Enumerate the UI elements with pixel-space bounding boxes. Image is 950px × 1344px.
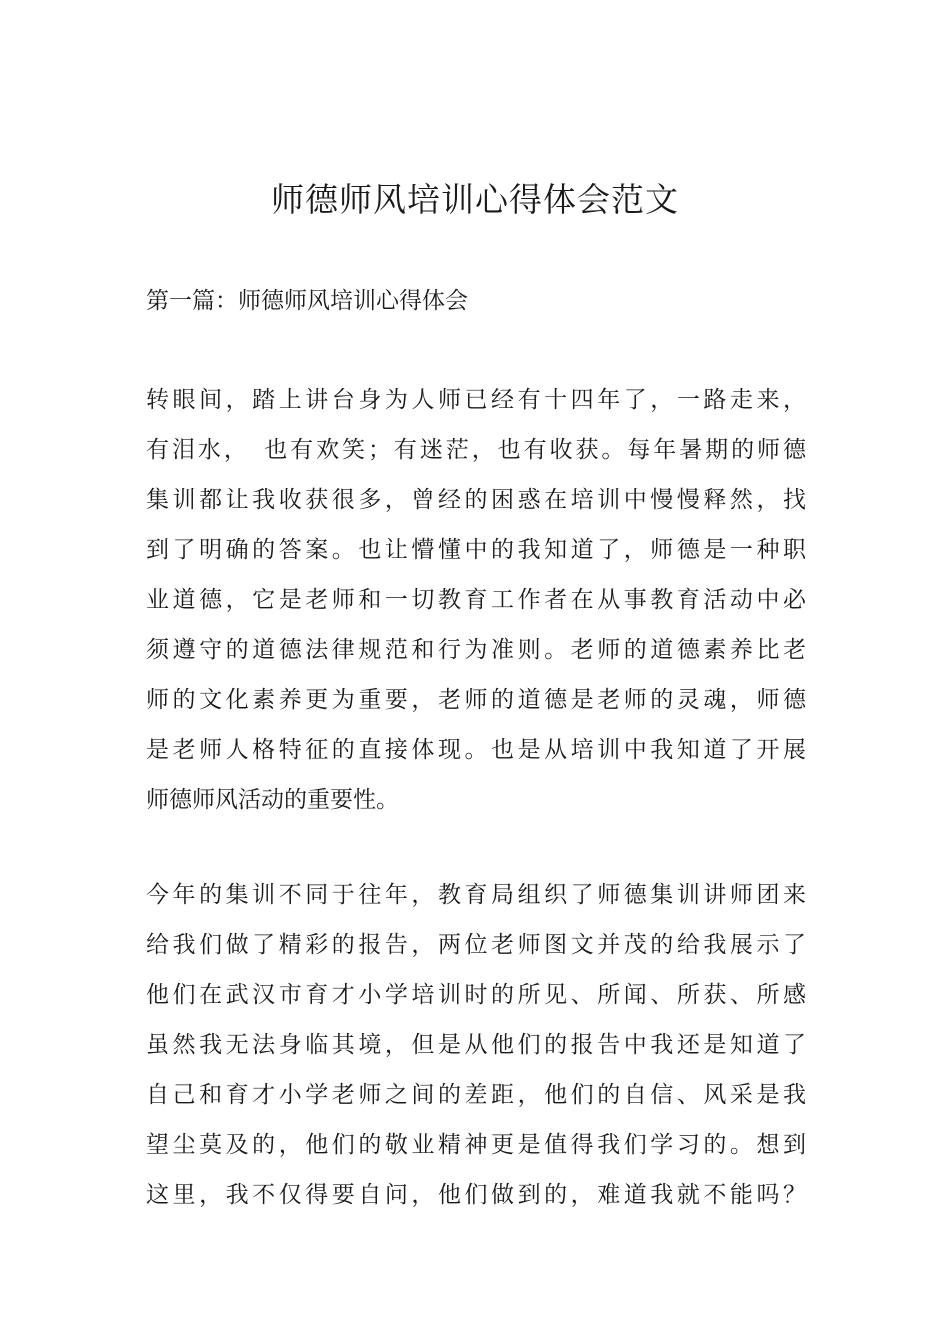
paragraph-line: 今年的集训不同于往年，教育局组织了师德集训讲师团来	[146, 882, 806, 908]
paragraph-line: 望尘莫及的，他们的敬业精神更是值得我们学习的。想到	[146, 1132, 806, 1158]
paragraph-line: 是老师人格特征的直接体现。也是从培训中我知道了开展	[146, 737, 806, 763]
paragraph-line: 自己和育才小学老师之间的差距，他们的自信、风采是我	[146, 1082, 806, 1108]
section-heading: 第一篇：师德师风培训心得体会	[146, 288, 468, 314]
paragraph-line: 这里，我不仅得要自问，他们做到的，难道我就不能吗？	[146, 1182, 806, 1208]
paragraph-2	[146, 870, 806, 1220]
paragraph-1	[146, 375, 806, 825]
paragraph-line: 虽然我无法身临其境，但是从他们的报告中我还是知道了	[146, 1032, 806, 1058]
paragraph-line: 有泪水， 也有欢笑；有迷茫，也有收获。每年暑期的师德	[146, 437, 806, 463]
paragraph-line: 师的文化素养更为重要，老师的道德是老师的灵魂，师德	[146, 687, 806, 713]
paragraph-line: 须遵守的道德法律规范和行为准则。老师的道德素养比老	[146, 637, 806, 663]
paragraph-line: 转眼间，踏上讲台身为人师已经有十四年了，一路走来，	[146, 387, 806, 413]
paragraph-line: 业道德，它是老师和一切教育工作者在从事教育活动中必	[146, 587, 806, 613]
paragraph-line: 给我们做了精彩的报告，两位老师图文并茂的给我展示了	[146, 932, 806, 958]
paragraph-line: 师德师风活动的重要性。	[146, 787, 399, 813]
paragraph-line: 到了明确的答案。也让懵懂中的我知道了，师德是一种职	[146, 537, 806, 563]
paragraph-line: 他们在武汉市育才小学培训时的所见、所闻、所获、所感	[146, 982, 806, 1008]
paragraph-line: 集训都让我收获很多，曾经的困惑在培训中慢慢释然，找	[146, 487, 806, 513]
document-title: 师德师风培训心得体会范文	[271, 180, 679, 219]
